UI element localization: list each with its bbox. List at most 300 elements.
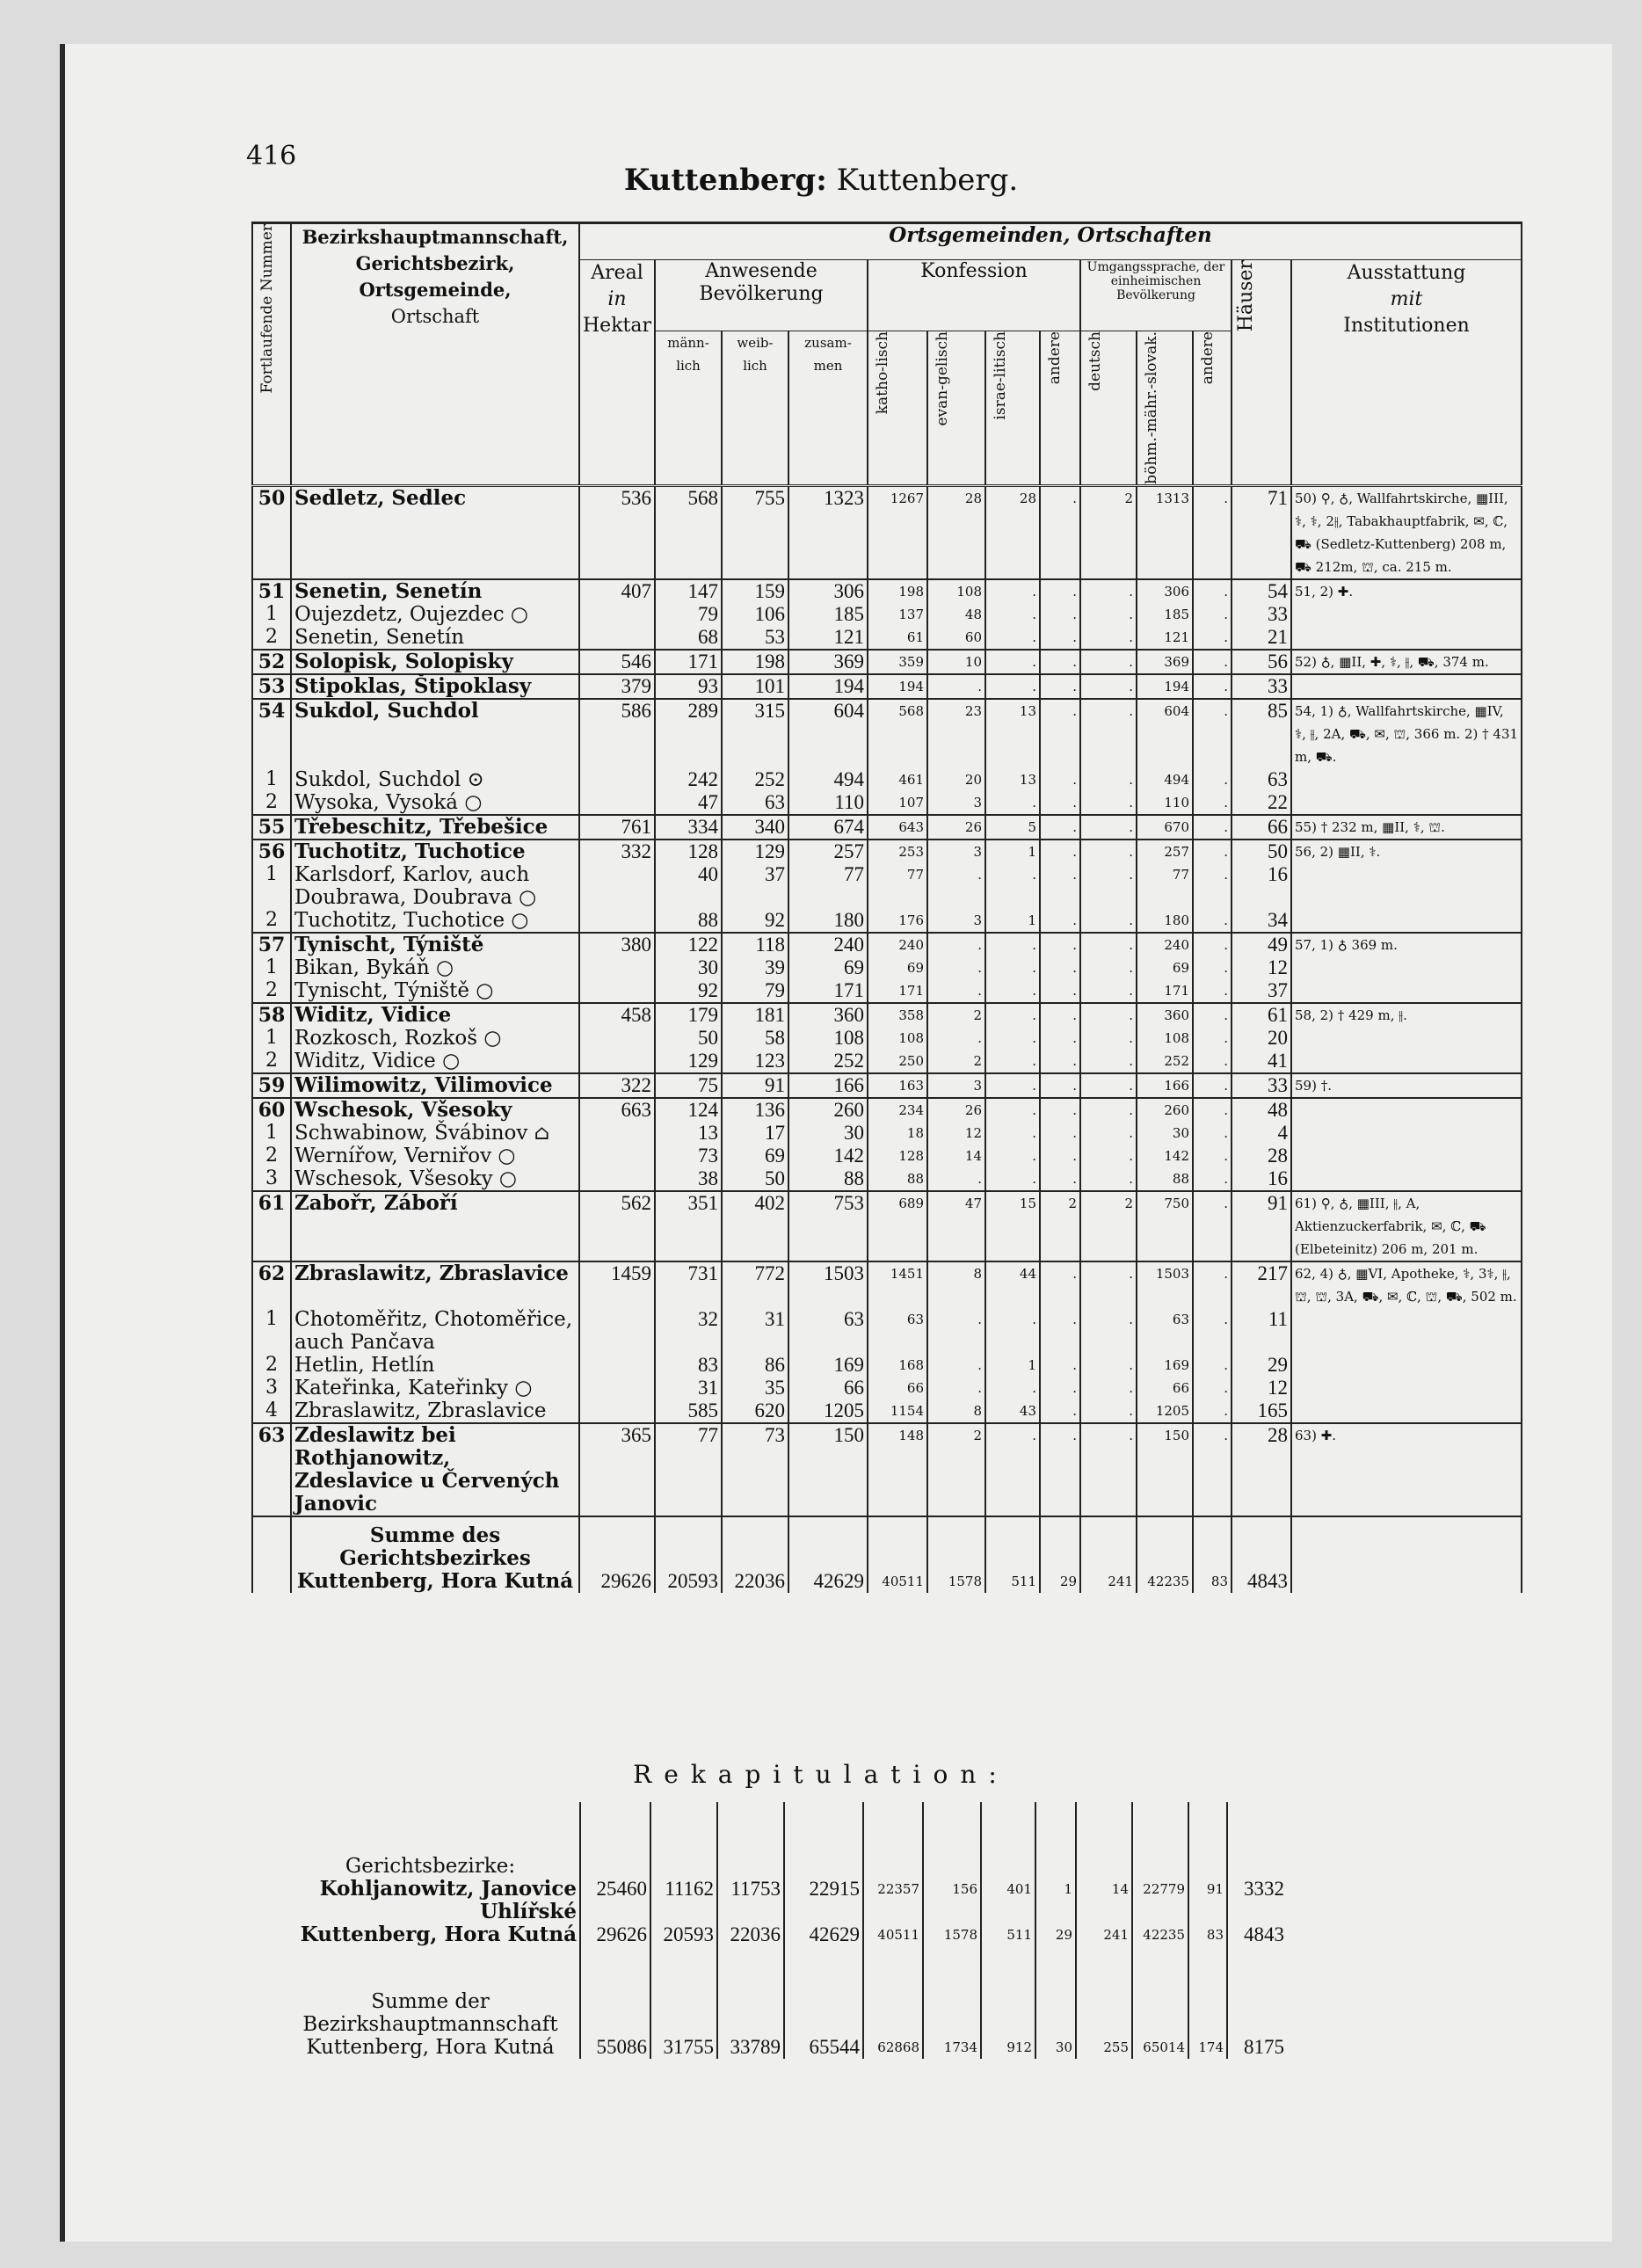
boehm-cell: 604 bbox=[1137, 699, 1193, 768]
katholisch-cell: 40511 bbox=[868, 1516, 927, 1593]
table-row bbox=[252, 603, 1522, 626]
evangelisch-cell: 8 bbox=[927, 1261, 985, 1308]
row-number: 54 bbox=[252, 699, 291, 768]
andere2-cell: . bbox=[1193, 1191, 1232, 1261]
table-row bbox=[252, 1354, 1522, 1377]
areal-cell bbox=[579, 979, 655, 1003]
table-row bbox=[252, 933, 1522, 956]
andere-cell: . bbox=[1040, 1050, 1080, 1073]
place-name: Wschesok, Všesoky ○ bbox=[291, 1167, 579, 1191]
konfession-header: Konfession bbox=[868, 260, 1080, 331]
deutsch-cell: . bbox=[1080, 699, 1137, 768]
andere2-cell: 174 bbox=[1188, 1946, 1227, 2059]
haeuser-cell: 12 bbox=[1232, 956, 1291, 979]
andere-cell: . bbox=[1040, 979, 1080, 1003]
spacer-cell bbox=[863, 1802, 923, 1878]
weiblich-cell: 181 bbox=[722, 1003, 788, 1027]
sum-label: Summe des Gerichtsbezirkes Kuttenberg, Hora Kutná bbox=[291, 1516, 579, 1593]
weiblich-cell: 33789 bbox=[717, 1946, 784, 2059]
andere2-cell: . bbox=[1193, 1003, 1232, 1027]
katholisch-cell: 40511 bbox=[863, 1923, 923, 1946]
evangelisch-header: evan-gelisch bbox=[927, 331, 985, 486]
evangelisch-cell: 60 bbox=[927, 626, 985, 650]
institutions-cell: 50) ⚲, ♁, Wallfahrtskirche, ▦III, ⚕, ⚕, 2⫲, Tabakhauptfabrik, ✉, ℂ, ⛟ (Sedletz-Kuttenberg) 208 m, ⛟ 212m, ⛫, ca. 215 m. bbox=[1291, 485, 1522, 579]
katholisch-cell: 461 bbox=[868, 768, 927, 791]
katholisch-cell: 1154 bbox=[868, 1399, 927, 1423]
andere2-cell: 91 bbox=[1188, 1878, 1227, 1923]
haeuser-cell: 85 bbox=[1232, 699, 1291, 768]
evangelisch-cell: . bbox=[927, 933, 985, 956]
boehm-cell: 63 bbox=[1137, 1308, 1193, 1354]
areal-cell: 562 bbox=[579, 1191, 655, 1261]
israelitisch-cell: . bbox=[985, 933, 1040, 956]
boehm-cell: 360 bbox=[1137, 1003, 1193, 1027]
evangelisch-cell: 2 bbox=[927, 1003, 985, 1027]
andere2-cell: . bbox=[1193, 1122, 1232, 1145]
katholisch-cell: 66 bbox=[868, 1377, 927, 1399]
place-name: Tynischt, Týniště ○ bbox=[291, 979, 579, 1003]
areal-cell: 365 bbox=[579, 1423, 655, 1516]
israelitisch-cell: . bbox=[985, 956, 1040, 979]
boehm-cell: 42235 bbox=[1137, 1516, 1193, 1593]
maennlich-cell: 92 bbox=[655, 979, 722, 1003]
andere2-cell: . bbox=[1193, 979, 1232, 1003]
evangelisch-cell: 26 bbox=[927, 1098, 985, 1122]
haeuser-cell: 21 bbox=[1232, 626, 1291, 650]
deutsch-cell: . bbox=[1080, 815, 1137, 840]
andere-cell: . bbox=[1040, 909, 1080, 933]
deutsch-cell: . bbox=[1080, 1377, 1137, 1399]
institutions-cell: 51, 2) ✚. bbox=[1291, 579, 1522, 603]
israelitisch-cell: 28 bbox=[985, 485, 1040, 579]
evangelisch-cell: . bbox=[927, 1167, 985, 1191]
zusammen-cell: 171 bbox=[788, 979, 868, 1003]
deutsch-cell: . bbox=[1080, 1423, 1137, 1516]
zusammen-cell: 260 bbox=[788, 1098, 868, 1122]
haeuser-cell: 22 bbox=[1232, 791, 1291, 815]
maennlich-cell: 179 bbox=[655, 1003, 722, 1027]
place-name: Hetlin, Hetlín bbox=[291, 1354, 579, 1377]
andere2-cell: . bbox=[1193, 933, 1232, 956]
israelitisch-cell: 43 bbox=[985, 1399, 1040, 1423]
andere2-cell: . bbox=[1193, 1377, 1232, 1399]
areal-cell: 663 bbox=[579, 1098, 655, 1122]
andere-cell: . bbox=[1040, 1423, 1080, 1516]
place-name: Tynischt, Týniště bbox=[291, 933, 579, 956]
table-row bbox=[252, 1167, 1522, 1191]
israelitisch-cell: 912 bbox=[981, 1946, 1035, 2059]
andere2-cell: . bbox=[1193, 1308, 1232, 1354]
areal-cell: 322 bbox=[579, 1073, 655, 1098]
evangelisch-cell: . bbox=[927, 1377, 985, 1399]
israelitisch-cell: . bbox=[985, 1003, 1040, 1027]
israelitisch-cell: . bbox=[985, 1122, 1040, 1145]
israelitisch-cell: . bbox=[985, 863, 1040, 909]
spacer-cell bbox=[650, 1802, 717, 1878]
deutsch-cell: 241 bbox=[1076, 1923, 1132, 1946]
row-number: 1 bbox=[252, 768, 291, 791]
evangelisch-cell: 23 bbox=[927, 699, 985, 768]
zusammen-cell: 257 bbox=[788, 840, 868, 863]
weiblich-cell: 22036 bbox=[717, 1923, 784, 1946]
katholisch-cell: 163 bbox=[868, 1073, 927, 1098]
areal-header: Areal in Hektar bbox=[579, 260, 655, 486]
areal-cell bbox=[579, 791, 655, 815]
weiblich-cell: 58 bbox=[722, 1027, 788, 1050]
deutsch-cell: 255 bbox=[1076, 1946, 1132, 2059]
institutions-cell bbox=[1291, 1516, 1522, 1593]
zusammen-cell: 42629 bbox=[784, 1923, 863, 1946]
boehm-cell: 108 bbox=[1137, 1027, 1193, 1050]
row-number: 1 bbox=[252, 1122, 291, 1145]
institutions-cell: 55) † 232 m, ▦II, ⚕, ⛫. bbox=[1291, 815, 1522, 840]
areal-cell bbox=[579, 1399, 655, 1423]
maennlich-cell: 31755 bbox=[650, 1946, 717, 2059]
zusammen-cell: 142 bbox=[788, 1145, 868, 1167]
andere-cell: . bbox=[1040, 626, 1080, 650]
row-number: 57 bbox=[252, 933, 291, 956]
andere-cell: 29 bbox=[1040, 1516, 1080, 1593]
zusammen-cell: 69 bbox=[788, 956, 868, 979]
evangelisch-cell: 10 bbox=[927, 650, 985, 674]
ausstattung-header: Ausstattung mit Institutionen bbox=[1291, 260, 1522, 486]
haeuser-cell: 66 bbox=[1232, 815, 1291, 840]
evangelisch-cell: 156 bbox=[923, 1878, 981, 1923]
israelitisch-cell: 1 bbox=[985, 1354, 1040, 1377]
haeuser-cell: 28 bbox=[1232, 1423, 1291, 1516]
israelitisch-cell: 15 bbox=[985, 1191, 1040, 1261]
evangelisch-cell: . bbox=[927, 956, 985, 979]
haeuser-cell: 63 bbox=[1232, 768, 1291, 791]
institutions-cell bbox=[1291, 1145, 1522, 1167]
deutsch-cell: . bbox=[1080, 768, 1137, 791]
deutsch-cell: 241 bbox=[1080, 1516, 1137, 1593]
haeuser-cell: 4843 bbox=[1227, 1923, 1287, 1946]
maennlich-cell: 50 bbox=[655, 1027, 722, 1050]
place-name: Zbraslawitz, Zbraslavice bbox=[291, 1399, 579, 1423]
katholisch-cell: 176 bbox=[868, 909, 927, 933]
areal-cell: 761 bbox=[579, 815, 655, 840]
place-name: Sedletz, Sedlec bbox=[291, 485, 579, 579]
evangelisch-cell: 3 bbox=[927, 791, 985, 815]
maennlich-header: männ-lich bbox=[655, 331, 722, 486]
boehm-header: böhm.-mähr.-slovak. bbox=[1137, 331, 1193, 486]
zusammen-cell: 180 bbox=[788, 909, 868, 933]
zusammen-cell: 77 bbox=[788, 863, 868, 909]
andere2-cell: . bbox=[1193, 674, 1232, 699]
row-number: 1 bbox=[252, 1308, 291, 1354]
weiblich-cell: 69 bbox=[722, 1145, 788, 1167]
title-bold: Kuttenberg: bbox=[623, 163, 827, 198]
zusammen-cell: 185 bbox=[788, 603, 868, 626]
deutsch-cell: . bbox=[1080, 674, 1137, 699]
evangelisch-cell: 3 bbox=[927, 1073, 985, 1098]
haeuser-cell: 33 bbox=[1232, 674, 1291, 699]
institutions-cell: 57, 1) ♁ 369 m. bbox=[1291, 933, 1522, 956]
israelitisch-cell: . bbox=[985, 650, 1040, 674]
row-number: 3 bbox=[252, 1167, 291, 1191]
place-name: Bikan, Bykáň ○ bbox=[291, 956, 579, 979]
zusammen-cell: 369 bbox=[788, 650, 868, 674]
katholisch-cell: 198 bbox=[868, 579, 927, 603]
table-row bbox=[252, 1399, 1522, 1423]
zusammen-cell: 30 bbox=[788, 1122, 868, 1145]
table-row bbox=[252, 1423, 1522, 1516]
katholisch-cell: 148 bbox=[868, 1423, 927, 1516]
table-row bbox=[252, 1122, 1522, 1145]
deutsch-cell: . bbox=[1080, 791, 1137, 815]
spacer-cell bbox=[1227, 1802, 1287, 1878]
maennlich-cell: 128 bbox=[655, 840, 722, 863]
boehm-cell: 65014 bbox=[1132, 1946, 1188, 2059]
weiblich-cell: 73 bbox=[722, 1423, 788, 1516]
recap-name: Kohljanowitz, Janovice Uhlířské bbox=[319, 1877, 577, 1923]
areal-cell bbox=[579, 1308, 655, 1354]
maennlich-cell: 334 bbox=[655, 815, 722, 840]
andere2-cell: . bbox=[1193, 485, 1232, 579]
institutions-cell: 56, 2) ▦II, ⚕. bbox=[1291, 840, 1522, 863]
title-rest: Kuttenberg. bbox=[836, 163, 1019, 198]
place-name: Třebeschitz, Třebešice bbox=[291, 815, 579, 840]
deutsch-cell: . bbox=[1080, 1167, 1137, 1191]
zusammen-cell: 66 bbox=[788, 1377, 868, 1399]
deutsch-cell: . bbox=[1080, 979, 1137, 1003]
weiblich-cell: 129 bbox=[722, 840, 788, 863]
boehm-cell: 69 bbox=[1137, 956, 1193, 979]
table-row bbox=[252, 791, 1522, 815]
table-row bbox=[252, 579, 1522, 603]
katholisch-cell: 62868 bbox=[863, 1946, 923, 2059]
recap-row bbox=[281, 1923, 1287, 1946]
row-number: 53 bbox=[252, 674, 291, 699]
boehm-cell: 369 bbox=[1137, 650, 1193, 674]
recap-table bbox=[281, 1802, 1287, 2059]
andere2-cell: . bbox=[1193, 909, 1232, 933]
boehm-cell: 171 bbox=[1137, 979, 1193, 1003]
spacer-cell bbox=[1035, 1802, 1076, 1878]
place-name: Solopisk, Solopisky bbox=[291, 650, 579, 674]
table-row bbox=[252, 1145, 1522, 1167]
zusammen-cell: 150 bbox=[788, 1423, 868, 1516]
place-name: Karlsdorf, Karlov, auch Doubrawa, Doubrava ○ bbox=[291, 863, 579, 909]
table-row bbox=[252, 1261, 1522, 1308]
deutsch-cell: . bbox=[1080, 863, 1137, 909]
haeuser-cell: 54 bbox=[1232, 579, 1291, 603]
haeuser-cell: 16 bbox=[1232, 1167, 1291, 1191]
row-number: 3 bbox=[252, 1377, 291, 1399]
areal-cell bbox=[579, 1122, 655, 1145]
haeuser-cell: 56 bbox=[1232, 650, 1291, 674]
boehm-cell: 30 bbox=[1137, 1122, 1193, 1145]
israelitisch-cell: 511 bbox=[985, 1516, 1040, 1593]
andere2-cell: . bbox=[1193, 1167, 1232, 1191]
evangelisch-cell: 12 bbox=[927, 1122, 985, 1145]
ortsgemeinden-header: Ortsgemeinden, Ortschaften bbox=[579, 223, 1522, 260]
andere2-cell: . bbox=[1193, 1354, 1232, 1377]
areal-cell bbox=[579, 1050, 655, 1073]
maennlich-cell: 20593 bbox=[650, 1923, 717, 1946]
andere2-cell: . bbox=[1193, 815, 1232, 840]
katholisch-cell: 88 bbox=[868, 1167, 927, 1191]
katholisch-cell: 137 bbox=[868, 603, 927, 626]
deutsch-cell: 2 bbox=[1080, 1191, 1137, 1261]
maennlich-cell: 122 bbox=[655, 933, 722, 956]
katholisch-cell: 18 bbox=[868, 1122, 927, 1145]
evangelisch-cell: . bbox=[927, 1354, 985, 1377]
andere-cell: . bbox=[1040, 579, 1080, 603]
haeuser-cell: 29 bbox=[1232, 1354, 1291, 1377]
israelitisch-cell: 13 bbox=[985, 699, 1040, 768]
areal-cell: 380 bbox=[579, 933, 655, 956]
katholisch-cell: 240 bbox=[868, 933, 927, 956]
table-row bbox=[252, 979, 1522, 1003]
areal-cell bbox=[579, 1377, 655, 1399]
deutsch-header: deutsch bbox=[1080, 331, 1137, 486]
andere-cell: . bbox=[1040, 674, 1080, 699]
zusammen-cell: 22915 bbox=[784, 1878, 863, 1923]
evangelisch-cell: 3 bbox=[927, 909, 985, 933]
place-name: Tuchotitz, Tuchotice ○ bbox=[291, 909, 579, 933]
andere2-cell: . bbox=[1193, 650, 1232, 674]
row-number: 58 bbox=[252, 1003, 291, 1027]
zusammen-cell: 252 bbox=[788, 1050, 868, 1073]
haeuser-cell: 16 bbox=[1232, 863, 1291, 909]
place-name: Senetin, Senetín bbox=[291, 579, 579, 603]
maennlich-cell: 11162 bbox=[650, 1878, 717, 1923]
andere2-cell: . bbox=[1193, 1399, 1232, 1423]
zusammen-cell: 42629 bbox=[788, 1516, 868, 1593]
weiblich-cell: 39 bbox=[722, 956, 788, 979]
row-number: 2 bbox=[252, 791, 291, 815]
haeuser-cell: 33 bbox=[1232, 1073, 1291, 1098]
maennlich-cell: 731 bbox=[655, 1261, 722, 1308]
katholisch-cell: 1451 bbox=[868, 1261, 927, 1308]
andere-cell: . bbox=[1040, 768, 1080, 791]
andere-cell: . bbox=[1040, 1308, 1080, 1354]
andere2-cell: . bbox=[1193, 791, 1232, 815]
table-row bbox=[252, 1027, 1522, 1050]
place-name: Widitz, Vidice bbox=[291, 1003, 579, 1027]
table-row bbox=[252, 699, 1522, 768]
institutions-cell: 54, 1) ♁, Wallfahrtskirche, ▦IV, ⚕, ⫲, 2A, ⛟, ✉, ⛫, 366 m. 2) † 431 m, ⛟. bbox=[1291, 699, 1522, 768]
katholisch-cell: 107 bbox=[868, 791, 927, 815]
place-name: Senetin, Senetín bbox=[291, 626, 579, 650]
zusammen-cell: 604 bbox=[788, 699, 868, 768]
boehm-cell: 260 bbox=[1137, 1098, 1193, 1122]
haeuser-cell: 20 bbox=[1232, 1027, 1291, 1050]
haeuser-cell: 33 bbox=[1232, 603, 1291, 626]
areal-cell: 458 bbox=[579, 1003, 655, 1027]
katholisch-cell: 643 bbox=[868, 815, 927, 840]
institutions-cell bbox=[1291, 1399, 1522, 1423]
deutsch-cell: . bbox=[1080, 1027, 1137, 1050]
deutsch-cell: . bbox=[1080, 1145, 1137, 1167]
recap-total-row bbox=[281, 1946, 1287, 2059]
row-number: 2 bbox=[252, 1145, 291, 1167]
row-number: 4 bbox=[252, 1399, 291, 1423]
zusammen-cell: 194 bbox=[788, 674, 868, 699]
andere-cell: . bbox=[1040, 791, 1080, 815]
andere2-cell: 83 bbox=[1188, 1923, 1227, 1946]
weiblich-cell: 620 bbox=[722, 1399, 788, 1423]
areal-cell: 25460 bbox=[580, 1878, 650, 1923]
israelitisch-cell: 1 bbox=[985, 840, 1040, 863]
weiblich-cell: 123 bbox=[722, 1050, 788, 1073]
haeuser-cell: 12 bbox=[1232, 1377, 1291, 1399]
gerichtsbezirke-label: Gerichtsbezirke: bbox=[345, 1855, 516, 1878]
maennlich-cell: 31 bbox=[655, 1377, 722, 1399]
row-number: 62 bbox=[252, 1261, 291, 1308]
areal-cell bbox=[579, 603, 655, 626]
andere2-cell: . bbox=[1193, 579, 1232, 603]
place-name: Stipoklas, Štipoklasy bbox=[291, 674, 579, 699]
spacer-cell bbox=[717, 1802, 784, 1878]
areal-cell: 55086 bbox=[580, 1946, 650, 2059]
boehm-cell: 194 bbox=[1137, 674, 1193, 699]
andere-cell: . bbox=[1040, 1073, 1080, 1098]
institutions-cell bbox=[1291, 1122, 1522, 1145]
row-number: 52 bbox=[252, 650, 291, 674]
zusammen-cell: 110 bbox=[788, 791, 868, 815]
andere-cell: . bbox=[1040, 1377, 1080, 1399]
maennlich-cell: 75 bbox=[655, 1073, 722, 1098]
boehm-cell: 185 bbox=[1137, 603, 1193, 626]
andere2-cell: . bbox=[1193, 1050, 1232, 1073]
row-number: 1 bbox=[252, 603, 291, 626]
zusammen-cell: 88 bbox=[788, 1167, 868, 1191]
maennlich-cell: 77 bbox=[655, 1423, 722, 1516]
israelitisch-cell: 1 bbox=[985, 909, 1040, 933]
boehm-cell: 1313 bbox=[1137, 485, 1193, 579]
place-name: Wilimowitz, Vilimovice bbox=[291, 1073, 579, 1098]
place-name: Wschesok, Všesoky bbox=[291, 1098, 579, 1122]
katholisch-cell: 168 bbox=[868, 1354, 927, 1377]
place-name: Wernířow, Verniřov ○ bbox=[291, 1145, 579, 1167]
andere-cell: . bbox=[1040, 1122, 1080, 1145]
evangelisch-cell: 2 bbox=[927, 1050, 985, 1073]
table-row bbox=[252, 1003, 1522, 1027]
andere2-cell: . bbox=[1193, 840, 1232, 863]
weiblich-cell: 11753 bbox=[717, 1878, 784, 1923]
population-table bbox=[251, 222, 1522, 1593]
andere2-cell: . bbox=[1193, 863, 1232, 909]
maennlich-cell: 20593 bbox=[655, 1516, 722, 1593]
haeuser-cell: 11 bbox=[1232, 1308, 1291, 1354]
weiblich-cell: 315 bbox=[722, 699, 788, 768]
katholisch-cell: 689 bbox=[868, 1191, 927, 1261]
andere-cell: . bbox=[1040, 815, 1080, 840]
maennlich-cell: 79 bbox=[655, 603, 722, 626]
andere-cell: . bbox=[1040, 1261, 1080, 1308]
katholisch-cell: 108 bbox=[868, 1027, 927, 1050]
areal-cell: 332 bbox=[579, 840, 655, 863]
haeuser-cell: 71 bbox=[1232, 485, 1291, 579]
recap-body bbox=[281, 1802, 1287, 2059]
andere2-cell: . bbox=[1193, 1145, 1232, 1167]
haeuser-cell: 37 bbox=[1232, 979, 1291, 1003]
israelitisch-cell: . bbox=[985, 1167, 1040, 1191]
table-body bbox=[252, 485, 1522, 1593]
row-number: 61 bbox=[252, 1191, 291, 1261]
katholisch-cell: 568 bbox=[868, 699, 927, 768]
katholisch-cell: 61 bbox=[868, 626, 927, 650]
zusammen-cell: 240 bbox=[788, 933, 868, 956]
areal-cell: 1459 bbox=[579, 1261, 655, 1308]
weiblich-cell: 35 bbox=[722, 1377, 788, 1399]
haeuser-cell: 41 bbox=[1232, 1050, 1291, 1073]
israelitisch-cell: . bbox=[985, 1027, 1040, 1050]
israelitisch-cell: 13 bbox=[985, 768, 1040, 791]
